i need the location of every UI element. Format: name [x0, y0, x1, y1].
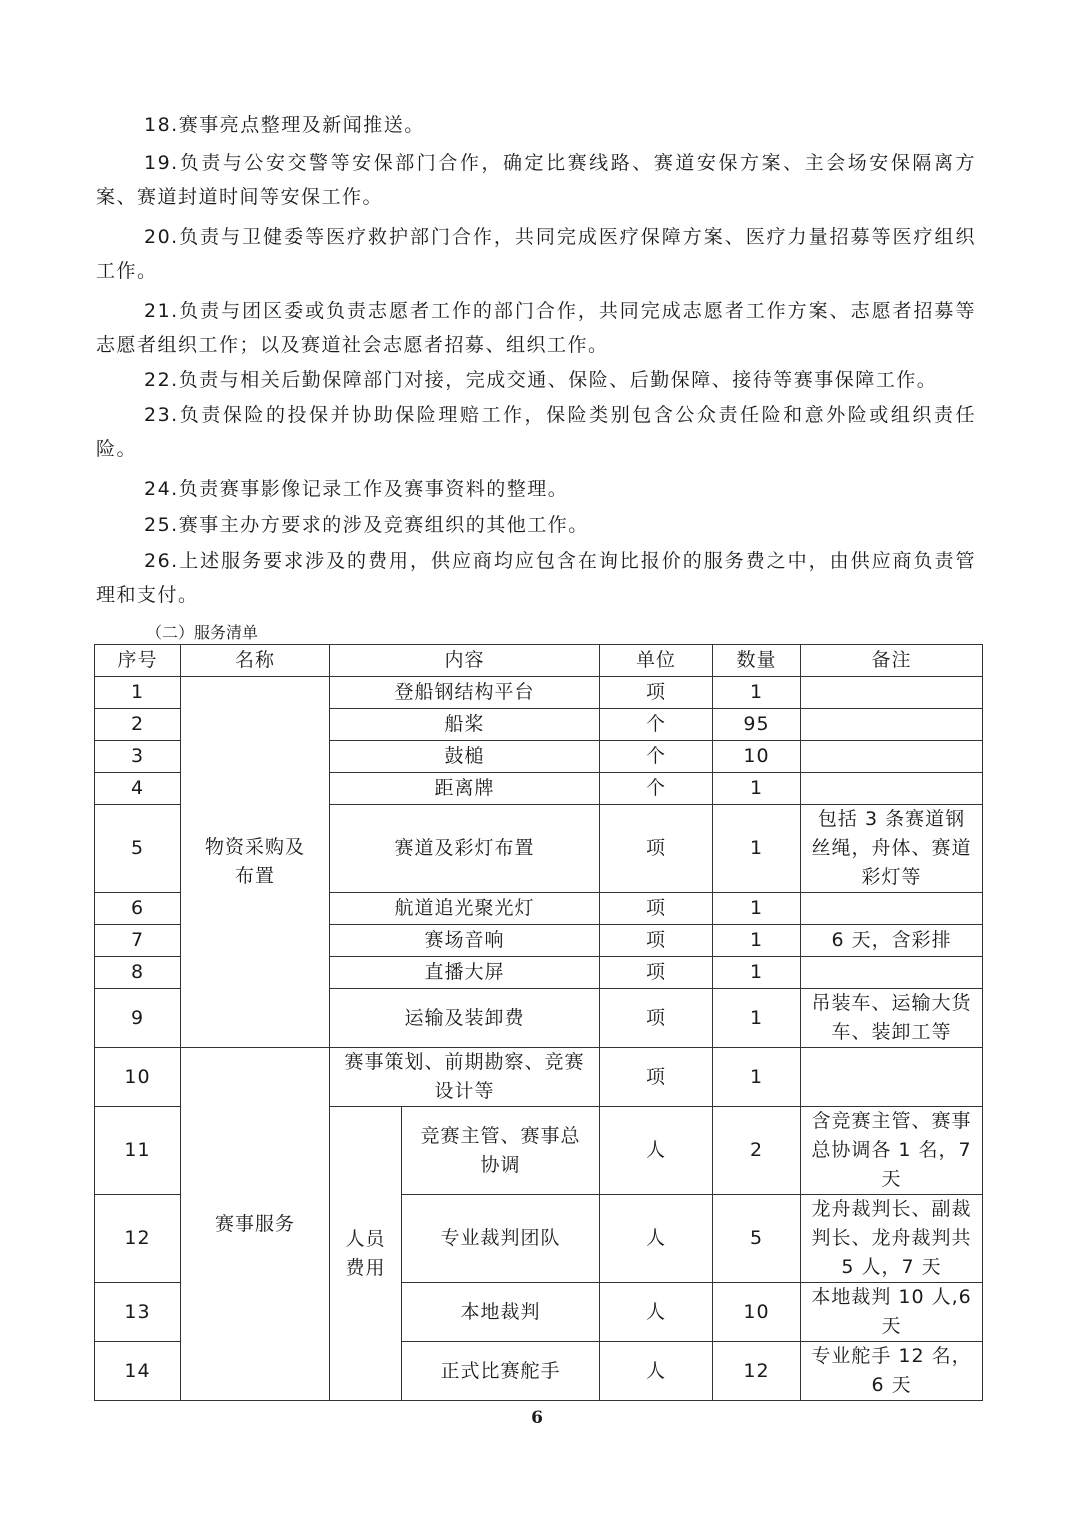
cell-content: 航道追光聚光灯 [330, 893, 600, 925]
cell-note: 6 天，含彩排 [801, 925, 983, 957]
header-note: 备注 [801, 645, 983, 677]
section-title: （二）服务清单 [146, 623, 259, 642]
cell-qty: 1 [713, 989, 801, 1048]
cell-no: 13 [95, 1283, 181, 1342]
cell-qty: 1 [713, 773, 801, 805]
cell-content: 专业裁判团队 [402, 1195, 600, 1283]
cell-content: 赛道及彩灯布置 [330, 805, 600, 893]
cell-note [801, 893, 983, 925]
cell-unit: 个 [600, 773, 713, 805]
header-no: 序号 [95, 645, 181, 677]
group-personnel: 人员费用 [330, 1107, 402, 1401]
cell-qty: 10 [713, 741, 801, 773]
cell-no: 14 [95, 1342, 181, 1401]
cell-unit: 项 [600, 925, 713, 957]
cell-unit: 个 [600, 741, 713, 773]
cell-qty: 12 [713, 1342, 801, 1401]
cell-qty: 1 [713, 1048, 801, 1107]
paragraph-24: 24.负责赛事影像记录工作及赛事资料的整理。 [144, 478, 569, 500]
paragraph-26: 26.上述服务要求涉及的费用，供应商均应包含在询比报价的服务费之中，由供应商负责管理和支付。 [96, 550, 976, 606]
cell-unit: 人 [600, 1107, 713, 1195]
cell-no: 6 [95, 893, 181, 925]
cell-no: 12 [95, 1195, 181, 1283]
cell-unit: 项 [600, 677, 713, 709]
cell-qty: 1 [713, 893, 801, 925]
service-list-table [94, 644, 983, 1401]
cell-note [801, 741, 983, 773]
cell-unit: 项 [600, 805, 713, 893]
cell-content: 船桨 [330, 709, 600, 741]
cell-no: 11 [95, 1107, 181, 1195]
cell-unit: 个 [600, 709, 713, 741]
cell-no: 3 [95, 741, 181, 773]
table-row [95, 677, 983, 709]
cell-content: 登船钢结构平台 [330, 677, 600, 709]
cell-no: 2 [95, 709, 181, 741]
paragraph-19: 19.负责与公安交警等安保部门合作，确定比赛线路、赛道安保方案、主会场安保隔离方案、赛道封道时间等安保工作。 [96, 152, 976, 208]
header-name: 名称 [181, 645, 330, 677]
paragraph-18: 18.赛事亮点整理及新闻推送。 [144, 114, 425, 136]
cell-qty: 10 [713, 1283, 801, 1342]
header-qty: 数量 [713, 645, 801, 677]
group-services: 赛事服务 [181, 1048, 330, 1401]
cell-unit: 项 [600, 957, 713, 989]
cell-unit: 项 [600, 1048, 713, 1107]
cell-note: 专业舵手 12 名，6 天 [801, 1342, 983, 1401]
cell-unit: 人 [600, 1283, 713, 1342]
table-header-row [95, 645, 983, 677]
cell-unit: 人 [600, 1342, 713, 1401]
cell-no: 7 [95, 925, 181, 957]
cell-no: 9 [95, 989, 181, 1048]
cell-qty: 95 [713, 709, 801, 741]
page-number: 6 [531, 1408, 543, 1428]
cell-no: 8 [95, 957, 181, 989]
cell-content: 正式比赛舵手 [402, 1342, 600, 1401]
table-row [95, 1048, 983, 1107]
cell-note: 本地裁判 10 人,6 天 [801, 1283, 983, 1342]
header-content: 内容 [330, 645, 600, 677]
cell-note [801, 709, 983, 741]
cell-unit: 人 [600, 1195, 713, 1283]
cell-note: 吊装车、运输大货车、装卸工等 [801, 989, 983, 1048]
cell-note [801, 773, 983, 805]
cell-content: 鼓槌 [330, 741, 600, 773]
cell-qty: 1 [713, 805, 801, 893]
paragraph-20: 20.负责与卫健委等医疗救护部门合作，共同完成医疗保障方案、医疗力量招募等医疗组织工作。 [96, 226, 976, 282]
paragraph-21: 21.负责与团区委或负责志愿者工作的部门合作，共同完成志愿者工作方案、志愿者招募等志愿者组织工作；以及赛道社会志愿者招募、组织工作。 [96, 300, 976, 356]
cell-qty: 1 [713, 957, 801, 989]
cell-content: 本地裁判 [402, 1283, 600, 1342]
cell-no: 4 [95, 773, 181, 805]
cell-note: 包括 3 条赛道钢丝绳，舟体、赛道彩灯等 [801, 805, 983, 893]
cell-content: 直播大屏 [330, 957, 600, 989]
cell-no: 5 [95, 805, 181, 893]
cell-qty: 1 [713, 677, 801, 709]
header-unit: 单位 [600, 645, 713, 677]
cell-no: 10 [95, 1048, 181, 1107]
cell-qty: 5 [713, 1195, 801, 1283]
cell-note: 龙舟裁判长、副裁判长、龙舟裁判共 5 人，7 天 [801, 1195, 983, 1283]
cell-content: 赛场音响 [330, 925, 600, 957]
cell-content: 赛事策划、前期勘察、竞赛设计等 [330, 1048, 600, 1107]
cell-qty: 2 [713, 1107, 801, 1195]
group-materials: 物资采购及布置 [181, 677, 330, 1048]
paragraph-25: 25.赛事主办方要求的涉及竞赛组织的其他工作。 [144, 514, 589, 536]
cell-note: 含竞赛主管、赛事总协调各 1 名，7 天 [801, 1107, 983, 1195]
cell-unit: 项 [600, 989, 713, 1048]
cell-unit: 项 [600, 893, 713, 925]
cell-note [801, 1048, 983, 1107]
paragraph-22: 22.负责与相关后勤保障部门对接，完成交通、保险、后勤保障、接待等赛事保障工作。 [144, 369, 938, 391]
cell-no: 1 [95, 677, 181, 709]
cell-content: 距离牌 [330, 773, 600, 805]
cell-qty: 1 [713, 925, 801, 957]
paragraph-23: 23.负责保险的投保并协助保险理赔工作，保险类别包含公众责任险和意外险或组织责任险。 [96, 404, 976, 460]
cell-content: 竞赛主管、赛事总协调 [402, 1107, 600, 1195]
cell-content: 运输及装卸费 [330, 989, 600, 1048]
cell-note [801, 677, 983, 709]
cell-note [801, 957, 983, 989]
